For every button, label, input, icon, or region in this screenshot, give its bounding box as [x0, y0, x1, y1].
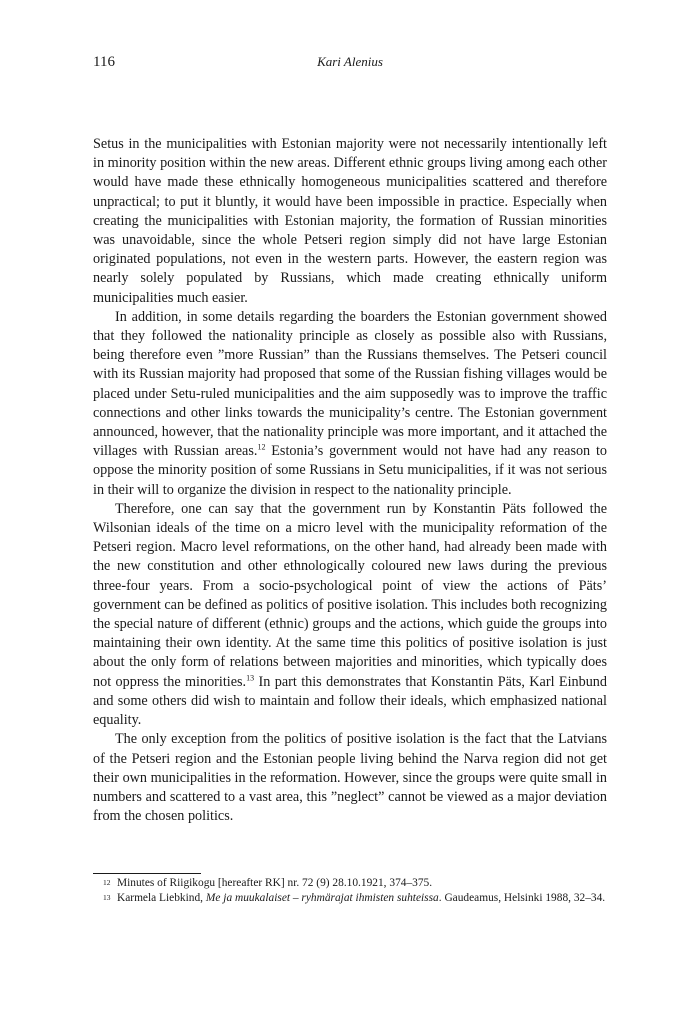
paragraph-2-text-b: Estonia’s government would not have had any reason to oppose the minority position of some Russians in Setu municipalities, if it was not serious in their will to organize the division in respect to the nationality principle. [93, 443, 608, 498]
paragraph-3 [93, 500, 607, 730]
footnote-number: 13 [103, 893, 111, 902]
footnote-text-author: Karmela Liebkind, [117, 892, 206, 904]
footnote-13 [93, 891, 607, 906]
paragraph-2-text-a: In addition, in some details regarding the boarders the Estonian government showed that they followed the nationality principle as closely as possible also with Russians, being therefore even ”more Russian” than the Russians themselves. The Petseri council with its Russian majority had proposed that some of the Russian fishing villages would be placed under Setu-ruled municipalities and the aim supposedly was to improve the traffic connections and other links towards the municipality’s centre. The Estonian government announced, however, that the nationality principle was more important, and it attached the villages with Russian areas. [93, 308, 607, 460]
body-text [93, 135, 607, 826]
page-number: 116 [93, 54, 115, 70]
footnote-12 [93, 876, 607, 891]
footnote-text-publisher: . Gaudeamus, Helsinki 1988, 32–34. [438, 892, 606, 904]
footnote-divider [93, 873, 201, 874]
footnote-number: 12 [103, 878, 111, 887]
paragraph-4: The only exception from the politics of positive isolation is the fact that the Latvians of the Petseri region and the Estonian people living behind the Narva region did not get their own municipalities in the reformation. However, since the groups were quite small in numbers and scattered to a vast area, this ”neglect” cannot be viewed as a major deviation from the chosen politics. [93, 731, 607, 825]
paragraph-2 [93, 308, 607, 500]
page-header [93, 54, 607, 74]
footnote-ref-13[interactable]: 13 [246, 672, 255, 682]
paragraph-3-text-b: In part this demonstrates that Konstantin Päts, Karl Einbund and some others did wish to maintain and follow their ideals, which emphasized national equality. [93, 673, 607, 729]
footnote-text: Minutes of Riigikogu [hereafter RK] nr. 72 (9) 28.10.1921, 374–375. [117, 877, 433, 889]
footnotes [93, 876, 607, 906]
footnote-book-title: Me ja muukalaiset – ryhmärajat ihmisten suhteissa [205, 892, 439, 904]
footnote-ref-12[interactable]: 12 [257, 442, 266, 452]
paragraph-3-text-a: Therefore, one can say that the government run by Konstantin Päts followed the Wilsonian ideals of the time on a micro level with the municipality reformation of the Petseri region. Macro level reformations, on the other hand, had already been made with the new constitution and other ethnologically coloured new laws during the previous three-four years. From a socio-psychological point of view the actions of Päts’ government can be defined as politics of positive isolation. This includes both recognizing the special nature of different (ethnic) groups and the actions, which guide the groups into maintaining their own identity. At the same time this politics of positive isolation is just about the only form of relations between majorities and minorities, which typically does not oppress the minorities. [93, 500, 607, 690]
running-head-author: Kari Alenius [317, 54, 383, 69]
paragraph-1: Setus in the municipalities with Estonian majority were not necessarily intentionally left in minority position within the new areas. Different ethnic groups living among each other would have made these ethnically homogeneous municipalities scattered and therefore unpractical; to put it bluntly, it would have been impossible in practice. Especially when creating the municipalities with Estonian majority, the formation of Russian minorities was unavoidable, since the whole Petseri region simply did not have large Estonian originated populations, not even in the western parts. However, the eastern region was nearly solely populated by Russians, which made creating ethnically uniform municipalities much easier. [93, 136, 607, 306]
